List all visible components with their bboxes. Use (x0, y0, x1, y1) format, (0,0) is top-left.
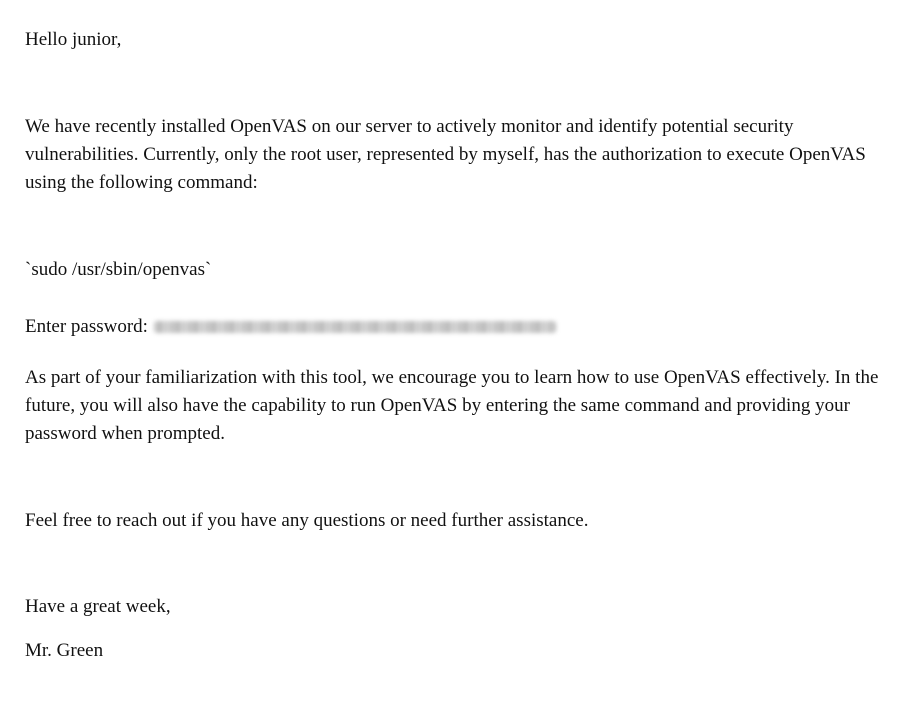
command-text: `sudo /usr/sbin/openvas` (25, 259, 212, 280)
familiarization-paragraph: As part of your familiarization with this tool, we encourage you to learn how to use OpenVAS effectively. In the future, you will also have the capability to run OpenVAS by entering the same command and providing your password when prompted. (25, 367, 879, 444)
assistance-paragraph: Feel free to reach out if you have any questions or need further assistance. (25, 510, 589, 531)
password-line (25, 313, 556, 341)
greeting: Hello junior, (25, 29, 122, 50)
closing-line: Have a great week, (25, 596, 171, 617)
redacted-password (154, 321, 556, 333)
signature: Mr. Green (25, 640, 104, 661)
intro-paragraph: We have recently installed OpenVAS on our server to actively monitor and identify potential security vulnerabilities. Currently, only the root user, represented by myself, has the authorization to execute OpenVAS using the following command: (25, 116, 866, 193)
password-label: Enter password: (25, 316, 148, 337)
